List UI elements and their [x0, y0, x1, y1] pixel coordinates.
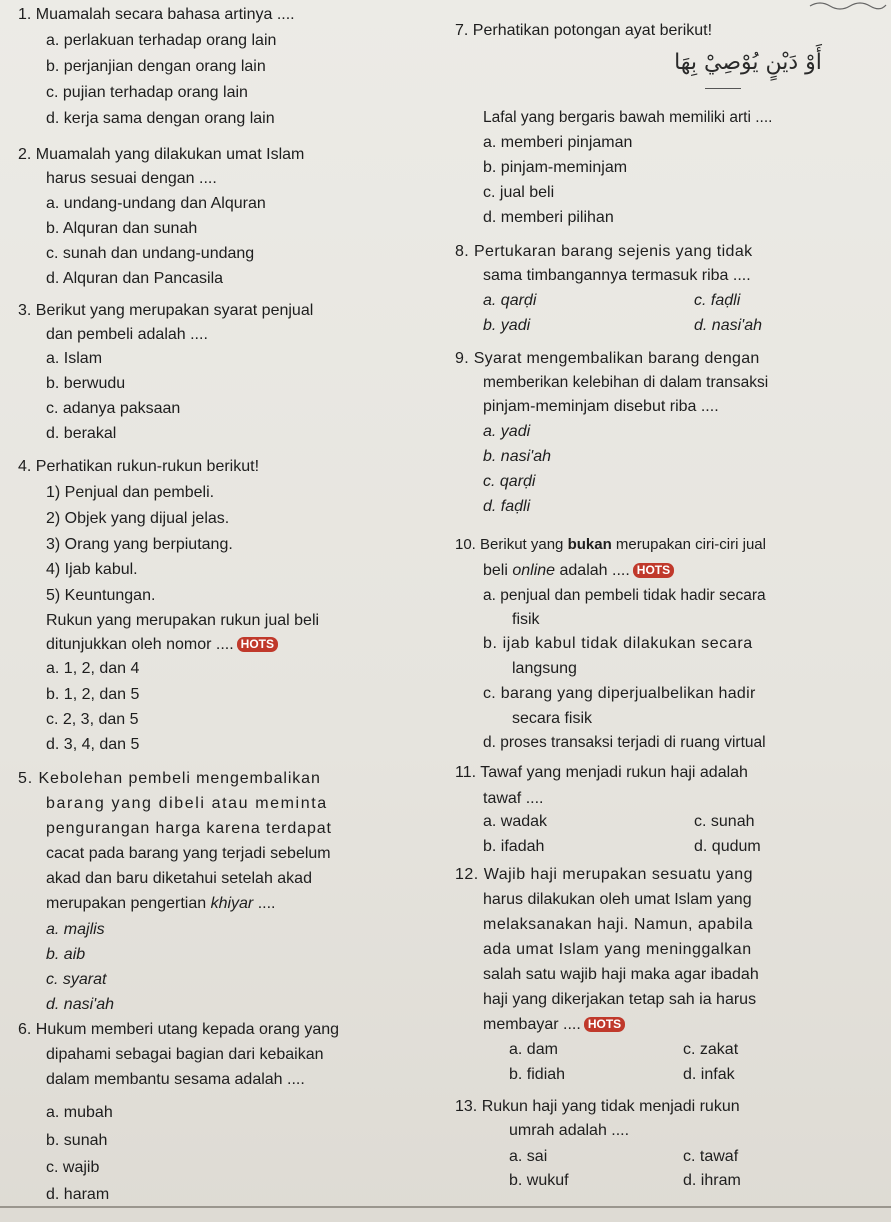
question-12-stem-line6: haji yang dikerjakan tetap sah ia harus	[483, 991, 757, 1008]
q9-option-a[interactable]: a. yadi	[483, 423, 531, 440]
question-12-stem-line4: ada umat Islam yang meninggalkan	[483, 941, 752, 958]
q3-option-c[interactable]: c. adanya paksaan	[46, 400, 181, 417]
question-12-stem-line7	[483, 1016, 625, 1034]
question-1-stem: 1. Muamalah secara bahasa artinya ....	[18, 6, 295, 23]
q10-option-d[interactable]: d. proses transaksi terjadi di ruang virtual	[483, 734, 766, 751]
q9-option-d[interactable]: d. faḍli	[483, 498, 531, 515]
question-13-stem-line1: 13. Rukun haji yang tidak menjadi rukun	[455, 1098, 740, 1115]
q10-option-b-cont: langsung	[512, 660, 577, 677]
q8-option-c[interactable]: c. faḍli	[694, 292, 741, 309]
question-6-stem-line3: dalam membantu sesama adalah ....	[46, 1071, 305, 1088]
hots-badge: HOTS	[584, 1017, 625, 1032]
question-11-stem-line2: tawaf ....	[483, 790, 544, 807]
q7-option-d[interactable]: d. memberi pilihan	[483, 209, 614, 226]
q6-option-a[interactable]: a. mubah	[46, 1104, 113, 1121]
question-5-stem-line6	[46, 895, 275, 913]
question-11-stem-line1: 11. Tawaf yang menjadi rukun haji adalah	[455, 764, 748, 781]
question-7-stem: 7. Perhatikan potongan ayat berikut!	[455, 22, 713, 39]
question-9-stem-line3: pinjam-meminjam disebut riba ....	[483, 398, 719, 415]
q7-option-c[interactable]: c. jual beli	[483, 184, 555, 201]
question-13-stem-line2: umrah adalah ....	[509, 1122, 630, 1139]
q1-option-b[interactable]: b. perjanjian dengan orang lain	[46, 58, 266, 75]
q4-item-5: 5) Keuntungan.	[46, 587, 156, 604]
q5-stem-khiyar: khiyar	[210, 895, 254, 912]
hots-badge: HOTS	[237, 637, 278, 652]
page-bottom-edge	[0, 1206, 891, 1208]
question-2-stem-line1: 2. Muamalah yang dilakukan umat Islam	[18, 146, 305, 163]
q12-option-a[interactable]: a. dam	[509, 1041, 558, 1058]
q11-option-c[interactable]: c. sunah	[694, 813, 755, 830]
q11-option-a[interactable]: a. wadak	[483, 813, 548, 830]
q4-option-d[interactable]: d. 3, 4, dan 5	[46, 736, 140, 753]
q3-option-b[interactable]: b. berwudu	[46, 375, 126, 392]
question-2-stem-line2: harus sesuai dengan ....	[46, 170, 217, 187]
q5-stem-a: merupakan pengertian	[46, 895, 211, 912]
question-5-stem-line3: pengurangan harga karena terdapat	[46, 820, 332, 837]
hots-badge: HOTS	[633, 563, 674, 578]
q11-option-b[interactable]: b. ifadah	[483, 838, 545, 855]
q10-stem-c: merupakan ciri-ciri jual	[611, 536, 766, 553]
q4-item-2: 2) Objek yang dijual jelas.	[46, 510, 230, 527]
corner-scribble	[808, 0, 888, 10]
q12-option-c[interactable]: c. zakat	[683, 1041, 739, 1058]
q12-option-d[interactable]: d. infak	[683, 1066, 735, 1083]
q13-option-c[interactable]: c. tawaf	[683, 1148, 739, 1165]
question-10-stem-line1	[455, 536, 766, 554]
question-8-stem-line1: 8. Pertukaran barang sejenis yang tidak	[455, 243, 753, 260]
q7-option-b[interactable]: b. pinjam-meminjam	[483, 159, 628, 176]
q9-option-c[interactable]: c. qarḍi	[483, 473, 536, 490]
q2-option-a[interactable]: a. undang-undang dan Alquran	[46, 195, 266, 212]
q13-option-d[interactable]: d. ihram	[683, 1172, 741, 1189]
question-3-stem-line2: dan pembeli adalah ....	[46, 326, 208, 343]
q7-option-a[interactable]: a. memberi pinjaman	[483, 134, 633, 151]
q2-option-d[interactable]: d. Alquran dan Pancasila	[46, 270, 224, 287]
q4-item-1: 1) Penjual dan pembeli.	[46, 484, 215, 501]
q13-option-a[interactable]: a. sai	[509, 1148, 548, 1165]
question-4-stem: 4. Perhatikan rukun-rukun berikut!	[18, 458, 260, 475]
question-12-stem-line5: salah satu wajib haji maka agar ibadah	[483, 966, 759, 983]
q4-stem-text: ditunjukkan oleh nomor ....	[46, 636, 234, 653]
q8-option-a[interactable]: a. qarḍi	[483, 292, 537, 309]
q4-option-a[interactable]: a. 1, 2, dan 4	[46, 660, 140, 677]
question-5-stem-line5: akad dan baru diketahui setelah akad	[46, 870, 312, 887]
q10-stem-bukan: bukan	[567, 536, 612, 553]
q10-stem2-a: beli	[483, 562, 513, 579]
q8-option-b[interactable]: b. yadi	[483, 317, 531, 334]
q5-option-c[interactable]: c. syarat	[46, 971, 107, 988]
q1-option-a[interactable]: a. perlakuan terhadap orang lain	[46, 32, 277, 49]
q6-option-b[interactable]: b. sunah	[46, 1132, 108, 1149]
q2-option-c[interactable]: c. sunah dan undang-undang	[46, 245, 255, 262]
q1-option-c[interactable]: c. pujian terhadap orang lain	[46, 84, 248, 101]
q5-stem-c: ....	[253, 895, 276, 912]
question-4-stem-line3	[46, 636, 278, 654]
question-5-stem-line1: 5. Kebolehan pembeli mengembalikan	[18, 770, 321, 787]
q6-option-d[interactable]: d. haram	[46, 1186, 110, 1203]
question-12-stem-line1: 12. Wajib haji merupakan sesuatu yang	[455, 866, 754, 883]
q5-option-b[interactable]: b. aib	[46, 946, 86, 963]
question-7-stem-line2: Lafal yang bergaris bawah memiliki arti ....	[483, 109, 773, 126]
question-12-stem-line3: melaksanakan haji. Namun, apabila	[483, 916, 753, 933]
q3-option-a[interactable]: a. Islam	[46, 350, 103, 367]
q11-option-d[interactable]: d. qudum	[694, 838, 761, 855]
q10-option-a[interactable]: a. penjual dan pembeli tidak hadir secara	[483, 587, 766, 604]
verse-underline	[705, 88, 741, 89]
q10-option-a-cont: fisik	[512, 611, 540, 628]
q4-option-c[interactable]: c. 2, 3, dan 5	[46, 711, 139, 728]
question-5-stem-line4: cacat pada barang yang terjadi sebelum	[46, 845, 331, 862]
question-4-stem-line2: Rukun yang merupakan rukun jual beli	[46, 612, 320, 629]
q1-option-d[interactable]: d. kerja sama dengan orang lain	[46, 110, 275, 127]
q8-option-d[interactable]: d. nasi'ah	[694, 317, 762, 334]
q4-option-b[interactable]: b. 1, 2, dan 5	[46, 686, 140, 703]
q2-option-b[interactable]: b. Alquran dan sunah	[46, 220, 198, 237]
q5-option-a[interactable]: a. majlis	[46, 921, 105, 938]
question-8-stem-line2: sama timbangannya termasuk riba ....	[483, 267, 751, 284]
question-10-stem-line2	[483, 562, 674, 580]
q10-option-b[interactable]: b. ijab kabul tidak dilakukan secara	[483, 635, 753, 652]
q10-option-c-cont: secara fisik	[512, 710, 593, 727]
question-9-stem-line1: 9. Syarat mengembalikan barang dengan	[455, 350, 760, 367]
q9-option-b[interactable]: b. nasi'ah	[483, 448, 551, 465]
q4-item-3: 3) Orang yang berpiutang.	[46, 536, 233, 553]
question-6-stem-line1: 6. Hukum memberi utang kepada orang yang	[18, 1021, 340, 1038]
question-12-stem-line2: harus dilakukan oleh umat Islam yang	[483, 891, 752, 908]
q12-stem-text: membayar ....	[483, 1016, 581, 1033]
q5-option-d[interactable]: d. nasi'ah	[46, 996, 114, 1013]
q6-option-c[interactable]: c. wajib	[46, 1159, 100, 1176]
q10-stem2-c: adalah ....	[555, 562, 630, 579]
question-6-stem-line2: dipahami sebagai bagian dari kebaikan	[46, 1046, 324, 1063]
q10-option-c[interactable]: c. barang yang diperjualbelikan hadir	[483, 685, 756, 702]
q12-option-b[interactable]: b. fidiah	[509, 1066, 566, 1083]
q10-stem-a: 10. Berikut yang	[455, 536, 568, 553]
q3-option-d[interactable]: d. berakal	[46, 425, 117, 442]
q4-item-4: 4) Ijab kabul.	[46, 561, 138, 578]
q13-option-b[interactable]: b. wukuf	[509, 1172, 569, 1189]
question-5-stem-line2: barang yang dibeli atau meminta	[46, 795, 328, 812]
q10-stem2-online: online	[512, 562, 556, 579]
question-3-stem-line1: 3. Berikut yang merupakan syarat penjual	[18, 302, 314, 319]
arabic-verse: أَوْ دَيْنٍ يُوْصِيْ بِهَا	[674, 50, 822, 75]
question-9-stem-line2: memberikan kelebihan di dalam transaksi	[483, 374, 769, 391]
